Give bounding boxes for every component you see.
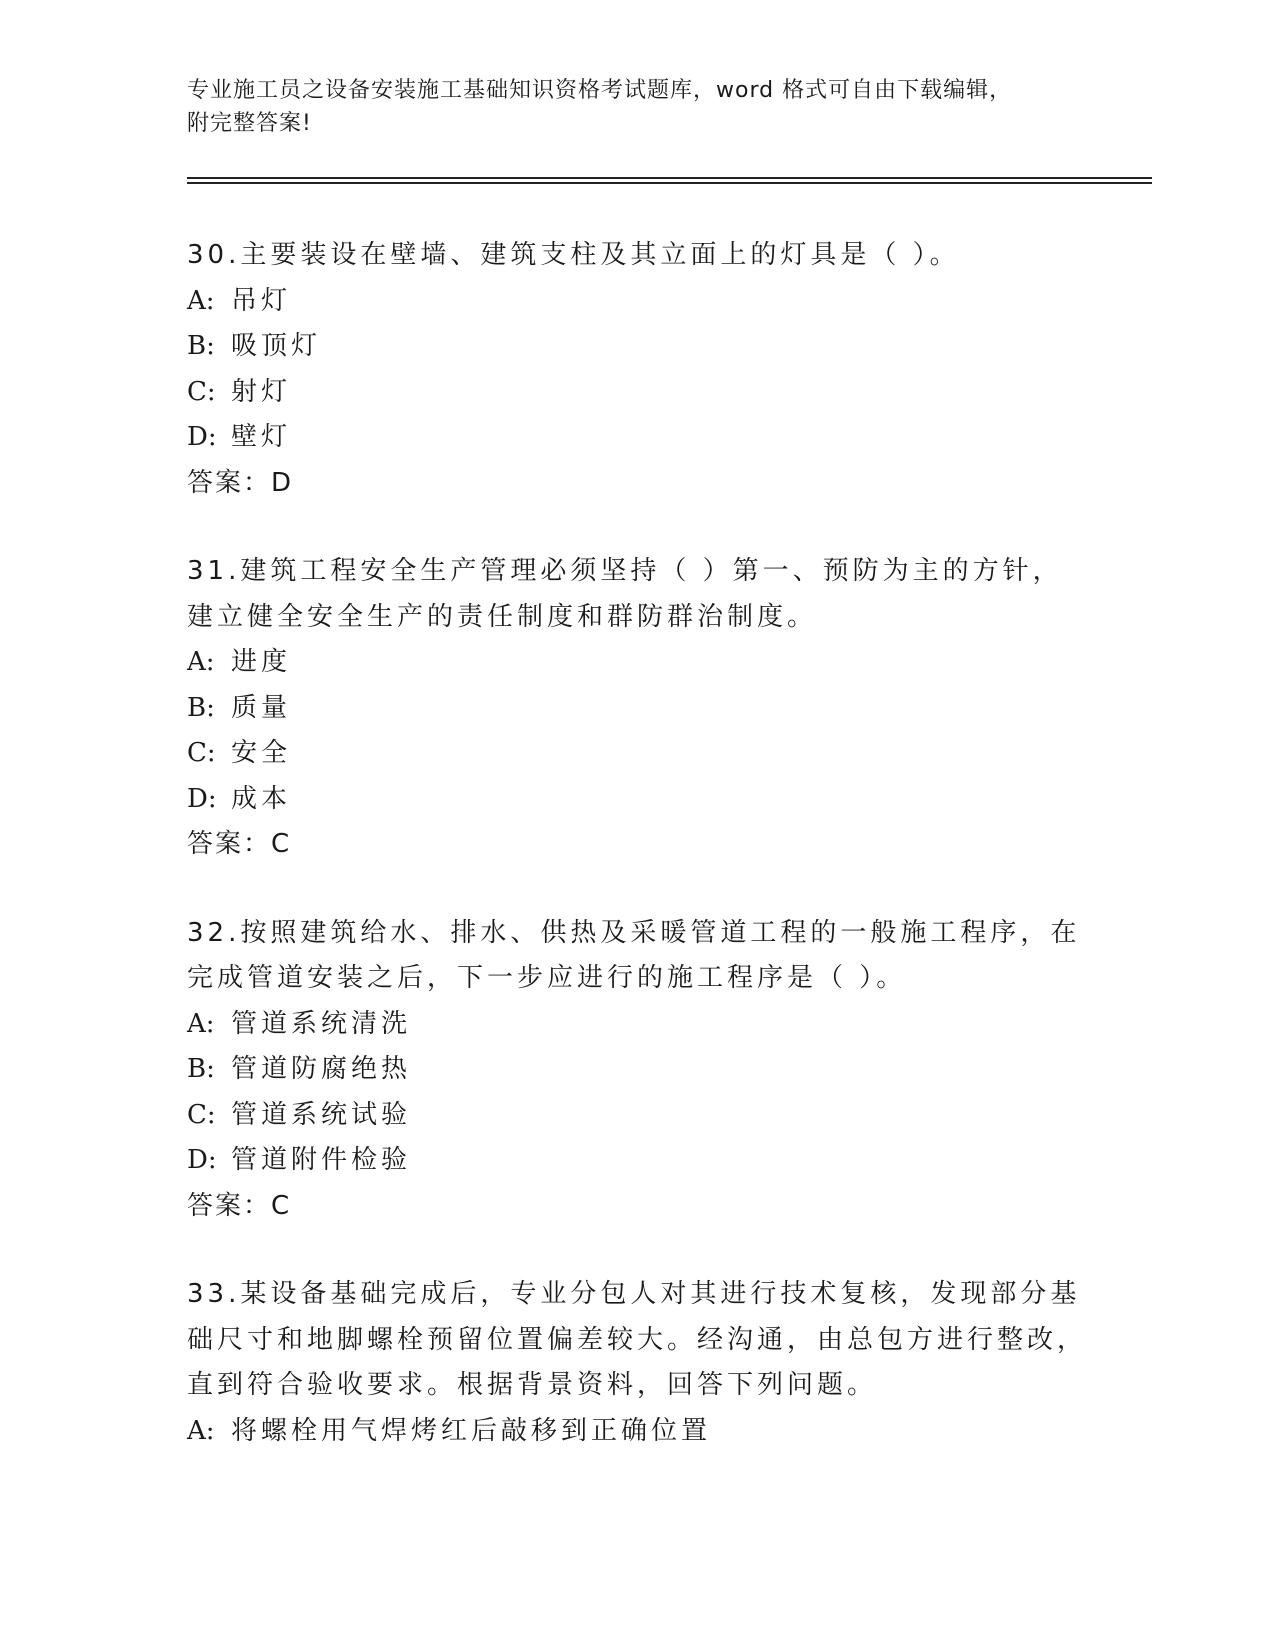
- option-b: [187, 686, 1087, 732]
- option-letter: C:: [187, 1099, 216, 1130]
- option-text: 将螺栓用气焊烤红后敲移到正确位置: [231, 1415, 712, 1446]
- question-stem: 33.某设备基础完成后，专业分包人对其进行技术复核，发现部分基础尺寸和地脚螺栓预留位置偏差较大。经沟通，由总包方进行整改，直到符合验收要求。根据背景资料，回答下列问题。: [187, 1279, 1088, 1400]
- option-letter: B:: [187, 331, 215, 361]
- option-b: [187, 324, 1087, 370]
- option-letter: A:: [187, 647, 215, 677]
- question-list: [187, 233, 1087, 1497]
- option-a: [187, 279, 1087, 325]
- question-stem: 31.建筑工程安全生产管理必须坚持（ ）第一、预防为主的方针，建立健全安全生产的责任制度和群防群治制度。: [187, 556, 1063, 632]
- option-a: [187, 640, 1087, 686]
- option-text: 质量: [231, 692, 292, 723]
- answer-line: 答案：C: [187, 829, 292, 859]
- option-text: 吸顶灯: [231, 331, 322, 361]
- option-text: 成本: [231, 783, 292, 814]
- option-a: [187, 1002, 1087, 1048]
- option-letter: D:: [187, 422, 217, 452]
- option-letter: C:: [187, 738, 216, 768]
- option-d: [187, 415, 1087, 461]
- option-letter: D:: [187, 783, 217, 814]
- option-text: 管道系统试验: [231, 1099, 412, 1130]
- question-30: [187, 233, 1087, 506]
- option-text: 管道防腐绝热: [231, 1054, 412, 1084]
- option-c: [187, 370, 1087, 416]
- header-divider-top: [187, 177, 1152, 179]
- option-letter: A:: [187, 285, 215, 316]
- question-32: [187, 911, 1087, 1230]
- option-text: 壁灯: [231, 422, 292, 452]
- option-letter: C:: [187, 376, 216, 407]
- option-text: 进度: [231, 647, 292, 677]
- option-letter: B:: [187, 692, 215, 723]
- header-divider-bottom: [187, 182, 1152, 184]
- header-line-1: 专业施工员之设备安装施工基础知识资格考试题库，word 格式可自由下载编辑，: [187, 78, 1013, 103]
- header-line-2: 附完整答案!: [187, 111, 312, 136]
- option-text: 吊灯: [231, 285, 292, 316]
- question-31: [187, 549, 1087, 868]
- question-33: [187, 1272, 1087, 1454]
- option-d: [187, 1138, 1087, 1184]
- option-d: [187, 777, 1087, 823]
- option-text: 管道附件检验: [231, 1145, 412, 1175]
- option-b: [187, 1047, 1087, 1093]
- option-text: 管道系统清洗: [231, 1008, 412, 1039]
- option-text: 安全: [231, 738, 292, 768]
- answer-line: 答案：D: [187, 467, 294, 498]
- option-c: [187, 731, 1087, 777]
- option-text: 射灯: [231, 376, 292, 407]
- option-letter: A:: [187, 1008, 215, 1039]
- option-letter: B:: [187, 1054, 215, 1084]
- question-stem: 30.主要装设在壁墙、建筑支柱及其立面上的灯具是（ ）。: [187, 240, 960, 270]
- option-c: [187, 1093, 1087, 1139]
- document-header: [187, 74, 1087, 140]
- question-stem: 32.按照建筑给水、排水、供热及采暖管道工程的一般施工程序，在完成管道安装之后，下一步应进行的施工程序是（ ）。: [187, 917, 1081, 993]
- option-letter: D:: [187, 1145, 217, 1175]
- answer-line: 答案：C: [187, 1190, 292, 1221]
- option-letter: A:: [187, 1415, 215, 1446]
- option-a: [187, 1409, 1087, 1455]
